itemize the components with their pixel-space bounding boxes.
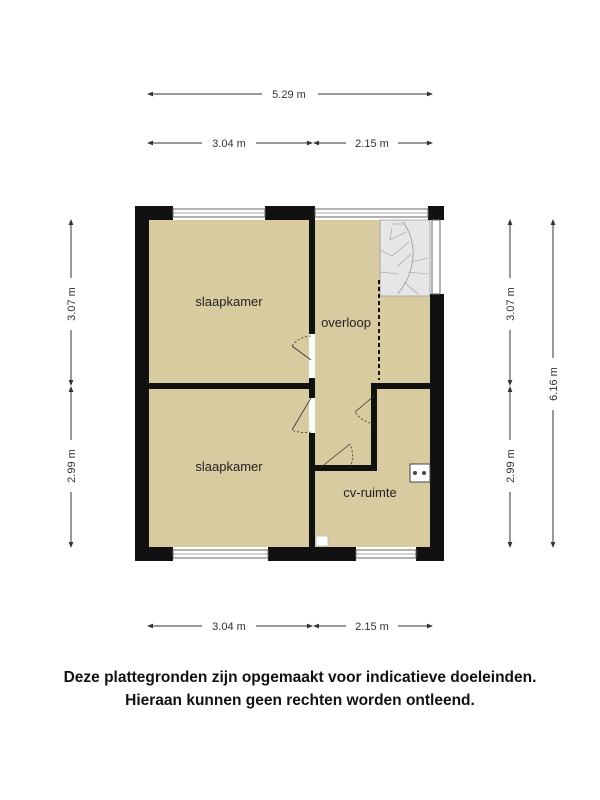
dimension-top-right [316, 138, 430, 150]
room-label-utility: cv-ruimte [343, 485, 397, 500]
dimension-label: 5.29 m [272, 89, 306, 101]
disclaimer-line-2: Hieraan kunnen geen rechten worden ontleend. [125, 692, 475, 709]
room-label-bedroom-bottom: slaapkamer [195, 459, 263, 474]
dimension-right-lower [505, 389, 517, 545]
dimension-top-total [150, 89, 430, 101]
dimension-label: 3.07 m [66, 287, 78, 321]
dimension-label: 2.15 m [355, 138, 389, 150]
dimension-right-upper [505, 222, 517, 383]
dimension-label: 2.99 m [66, 449, 78, 483]
dimension-label: 3.04 m [212, 621, 246, 633]
dimension-label: 2.15 m [355, 621, 389, 633]
dimension-label: 3.07 m [505, 287, 517, 321]
utility-outlet [316, 536, 328, 546]
window-right [432, 220, 440, 294]
room-label-bedroom-top: slaapkamer [195, 294, 263, 309]
dimension-right-total [548, 222, 560, 545]
dimension-label: 2.99 m [505, 449, 517, 483]
dimension-bottom-right [316, 621, 430, 633]
dimension-label: 6.16 m [548, 367, 560, 401]
boiler [410, 464, 430, 482]
dimension-left-lower [66, 389, 78, 545]
room-label-landing: overloop [321, 315, 371, 330]
dimension-bottom-left [150, 621, 310, 633]
stairs [380, 220, 430, 296]
dimension-label: 3.04 m [212, 138, 246, 150]
dimension-left-upper [66, 222, 78, 383]
dimension-top-left [150, 138, 310, 150]
disclaimer-line-1: Deze plattegronden zijn opgemaakt voor indicatieve doeleinden. [63, 669, 537, 686]
